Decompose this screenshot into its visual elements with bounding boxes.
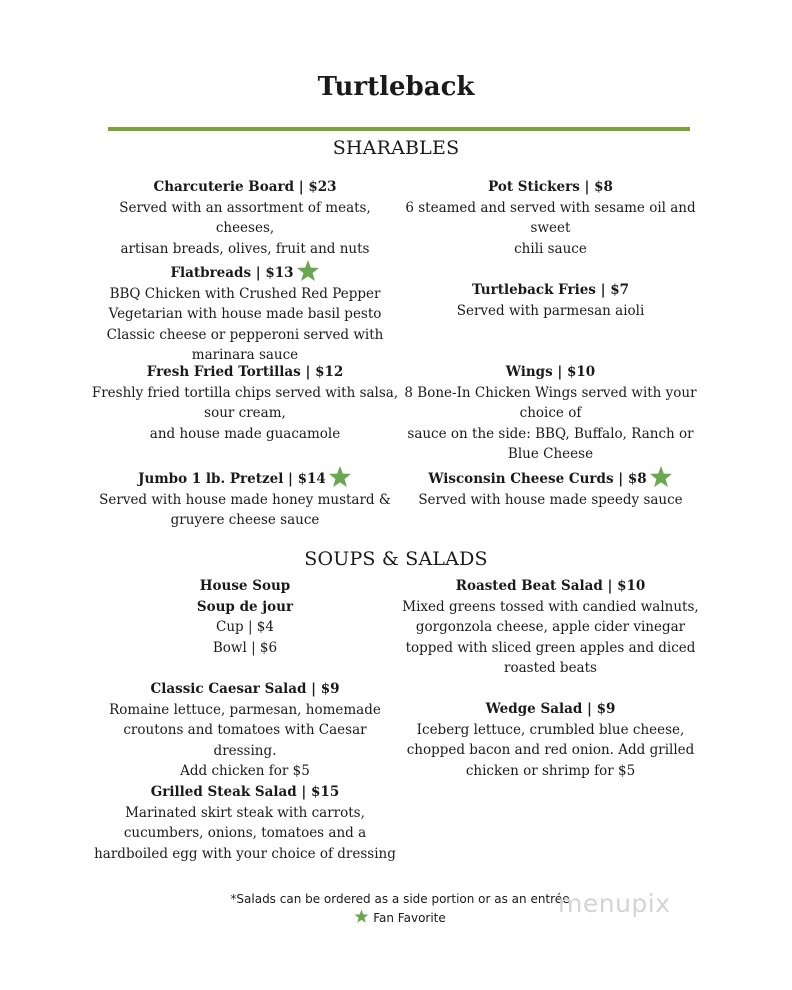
item-name: Turtleback Fries | $7 [471, 282, 630, 298]
item-description: Served with an assortment of meats, cheeses, [119, 199, 371, 237]
item-name: Pot Stickers | $8 [488, 179, 613, 195]
item-description: and house made guacamole [149, 425, 341, 442]
menu-item [398, 280, 703, 321]
menu-item [90, 782, 400, 864]
item-description: Freshly fried tortilla chips served with salsa, [91, 384, 399, 401]
item-description: Classic cheese or pepperoni served with [106, 326, 384, 343]
item-description: Bowl | $6 [212, 639, 278, 656]
item-name: Classic Caesar Salad | $9 [150, 681, 340, 697]
menu-item [90, 679, 400, 782]
star-icon [328, 465, 352, 489]
item-description: artisan breads, olives, fruit and nuts [120, 240, 370, 257]
item-name: Jumbo 1 lb. Pretzel | $14 [138, 471, 326, 487]
menu-item [398, 362, 703, 465]
menu-item [398, 576, 703, 679]
item-description: croutons and tomatoes with Caesar dressing. [123, 722, 367, 759]
star-icon [296, 259, 320, 283]
menu-item [90, 576, 400, 658]
item-name: House Soup [199, 578, 291, 594]
item-name: Roasted Beat Salad | $10 [455, 578, 646, 594]
title-divider [108, 127, 690, 131]
item-name: Wisconsin Cheese Curds | $8 [428, 471, 647, 487]
menu-item [398, 465, 703, 510]
item-description: Iceberg lettuce, crumbled blue cheese, [416, 721, 685, 738]
item-description: Served with house made speedy sauce [418, 491, 683, 508]
item-description: Romaine lettuce, parmesan, homemade [109, 701, 381, 718]
salad-note: *Salads can be ordered as a side portion or as an entrée [230, 892, 570, 906]
item-description: Cup | $4 [216, 619, 274, 636]
item-description: hardboiled egg with your choice of dressing [94, 845, 396, 862]
menu-item [90, 362, 400, 444]
item-description: Served with parmesan aioli [456, 302, 645, 319]
item-description: chili sauce [514, 240, 587, 257]
item-description: gruyere cheese sauce [170, 512, 320, 529]
item-name: Wings | $10 [505, 364, 596, 380]
legend-label: Fan Favorite [373, 911, 446, 925]
menu-item [90, 259, 400, 366]
menu-item [398, 177, 703, 259]
item-description: topped with sliced green apples and diced [405, 639, 696, 656]
item-name: Wedge Salad | $9 [485, 701, 616, 717]
item-description: 6 steamed and served with sesame oil and [405, 199, 696, 216]
menu-item [90, 177, 400, 259]
item-name: Charcuterie Board | $23 [153, 179, 337, 195]
item-subname: Soup de jour [196, 598, 294, 615]
item-name: Flatbreads | $13 [170, 265, 294, 281]
item-description: Vegetarian with house made basil pesto [108, 306, 382, 323]
item-description: chicken or shrimp for $5 [465, 762, 636, 779]
item-name: Grilled Steak Salad | $15 [150, 784, 340, 800]
item-name: Fresh Fried Tortillas | $12 [146, 364, 344, 380]
menu-item [398, 699, 703, 781]
item-description: cucumbers, onions, tomatoes and a [123, 825, 367, 842]
watermark: menupix [558, 889, 671, 918]
menu-item [90, 465, 400, 531]
section-heading-soups-salads: SOUPS & SALADS [304, 548, 488, 570]
item-description: roasted beats [504, 660, 597, 677]
item-description: sweet [530, 220, 571, 237]
item-description: Blue Cheese [507, 446, 594, 463]
star-icon [649, 465, 673, 489]
item-description: Mixed greens tossed with candied walnuts, [402, 598, 699, 615]
item-description: gorgonzola cheese, apple cider vinegar [415, 619, 686, 636]
item-description: marinara sauce [191, 347, 299, 364]
item-description: 8 Bone-In Chicken Wings served with your [404, 384, 697, 401]
menu-title: Turtleback [317, 72, 475, 102]
section-heading-sharables: SHARABLES [332, 137, 460, 159]
item-description: sauce on the side: BBQ, Buffalo, Ranch or [407, 425, 694, 442]
item-description: BBQ Chicken with Crushed Red Pepper [109, 285, 381, 302]
item-description: Served with house made honey mustard & [99, 491, 391, 508]
item-description: Marinated skirt steak with carrots, [125, 804, 365, 821]
item-description: choice of [519, 405, 582, 422]
item-description: sour cream, [204, 405, 286, 422]
item-description: Add chicken for $5 [180, 763, 310, 780]
item-description: chopped bacon and red onion. Add grilled [406, 742, 695, 759]
star-icon [354, 909, 369, 924]
